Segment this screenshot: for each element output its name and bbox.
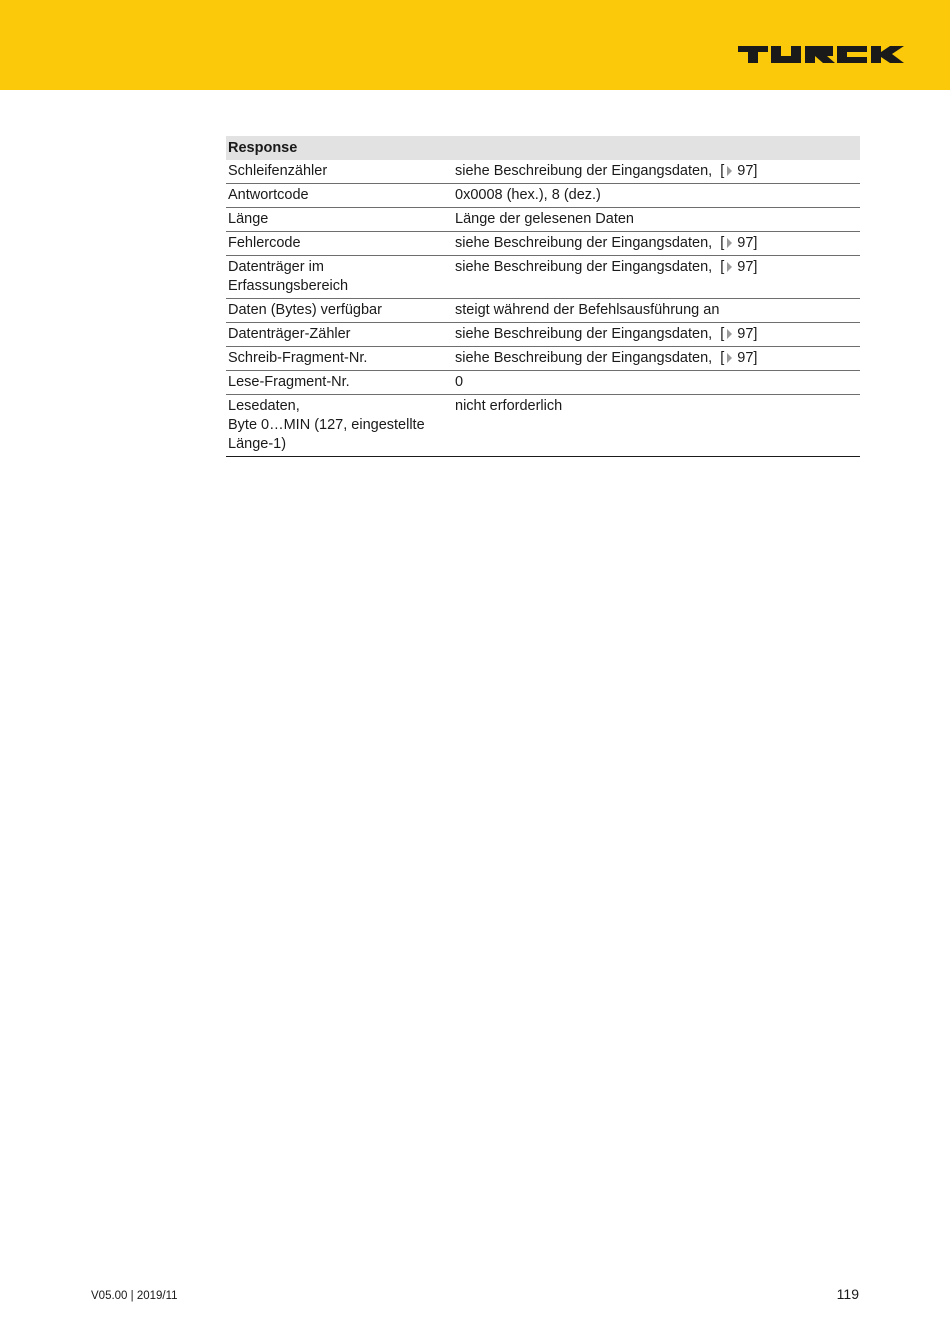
parameter-name-line: Fehlercode (228, 235, 301, 251)
parameter-value: 0 (455, 374, 464, 390)
reference-page-number: 97 (737, 259, 754, 275)
parameter-value-cell (453, 256, 860, 299)
parameter-value-cell (453, 299, 860, 323)
parameter-name-line: Länge-1) (228, 436, 287, 452)
parameter-name-line: Schreib-Fragment-Nr. (228, 350, 368, 366)
table-row (226, 299, 860, 323)
table-body (226, 160, 860, 457)
parameter-name-cell (226, 208, 453, 232)
parameter-name-cell (226, 395, 453, 457)
parameter-name-cell (226, 256, 453, 299)
reference-arrow-icon (727, 238, 732, 248)
parameter-value: siehe Beschreibung der Eingangsdaten, (455, 350, 713, 366)
page-reference-link[interactable]: [ 97] (712, 235, 758, 251)
table-row (226, 371, 860, 395)
response-table (226, 136, 860, 457)
page-number: 119 (836, 1286, 859, 1302)
parameter-name-cell (226, 184, 453, 208)
table-row (226, 323, 860, 347)
parameter-name-line: Lese-Fragment-Nr. (228, 374, 350, 390)
parameter-name-line: Antwortcode (228, 187, 309, 203)
parameter-name-line: Daten (Bytes) verfügbar (228, 302, 382, 318)
table-row (226, 395, 860, 457)
parameter-value-cell (453, 395, 860, 457)
parameter-name-line: Datenträger-Zähler (228, 326, 351, 342)
parameter-name-line: Byte 0…MIN (127, eingestellte (228, 417, 425, 433)
header-band (0, 0, 950, 90)
parameter-value-cell (453, 232, 860, 256)
parameter-value: nicht erforderlich (455, 398, 563, 414)
table-row (226, 208, 860, 232)
parameter-value-cell (453, 323, 860, 347)
table-header-row (226, 136, 860, 160)
parameter-value: siehe Beschreibung der Eingangsdaten, (455, 259, 713, 275)
reference-page-number: 97 (737, 326, 754, 342)
parameter-name-cell (226, 347, 453, 371)
parameter-name-cell (226, 323, 453, 347)
parameter-name-line: Schleifenzähler (228, 163, 328, 179)
parameter-name-cell (226, 232, 453, 256)
parameter-value-cell (453, 208, 860, 232)
parameter-name-line: Erfassungsbereich (228, 278, 349, 294)
turck-logo (738, 44, 914, 66)
parameter-name-line: Lesedaten, (228, 398, 300, 414)
parameter-value: Länge der gelesenen Daten (455, 211, 634, 227)
parameter-name-cell (226, 371, 453, 395)
table-row (226, 232, 860, 256)
table-header-cell: Response (226, 136, 860, 160)
reference-arrow-icon (727, 329, 732, 339)
reference-arrow-icon (727, 353, 732, 363)
parameter-name-cell (226, 160, 453, 184)
reference-arrow-icon (727, 166, 732, 176)
reference-page-number: 97 (737, 163, 754, 179)
parameter-value: siehe Beschreibung der Eingangsdaten, (455, 235, 713, 251)
parameter-value: siehe Beschreibung der Eingangsdaten, (455, 163, 713, 179)
table-row (226, 184, 860, 208)
table-row (226, 160, 860, 184)
parameter-name-line: Datenträger im (228, 259, 324, 275)
table-row (226, 347, 860, 371)
parameter-name-line: Länge (228, 211, 269, 227)
parameter-value-cell (453, 371, 860, 395)
parameter-value-cell (453, 347, 860, 371)
parameter-value-cell (453, 160, 860, 184)
parameter-name-cell (226, 299, 453, 323)
page-reference-link[interactable]: [ 97] (712, 326, 758, 342)
parameter-value: siehe Beschreibung der Eingangsdaten, (455, 326, 713, 342)
page-reference-link[interactable]: [ 97] (712, 163, 758, 179)
parameter-value: steigt während der Befehlsausführung an (455, 302, 720, 318)
reference-page-number: 97 (737, 350, 754, 366)
parameter-value: 0x0008 (hex.), 8 (dez.) (455, 187, 601, 203)
page-reference-link[interactable]: [ 97] (712, 350, 758, 366)
table-row (226, 256, 860, 299)
parameter-value-cell (453, 184, 860, 208)
reference-arrow-icon (727, 262, 732, 272)
footer-version: V05.00 | 2019/11 (91, 1290, 178, 1302)
reference-page-number: 97 (737, 235, 754, 251)
page-reference-link[interactable]: [ 97] (712, 259, 758, 275)
